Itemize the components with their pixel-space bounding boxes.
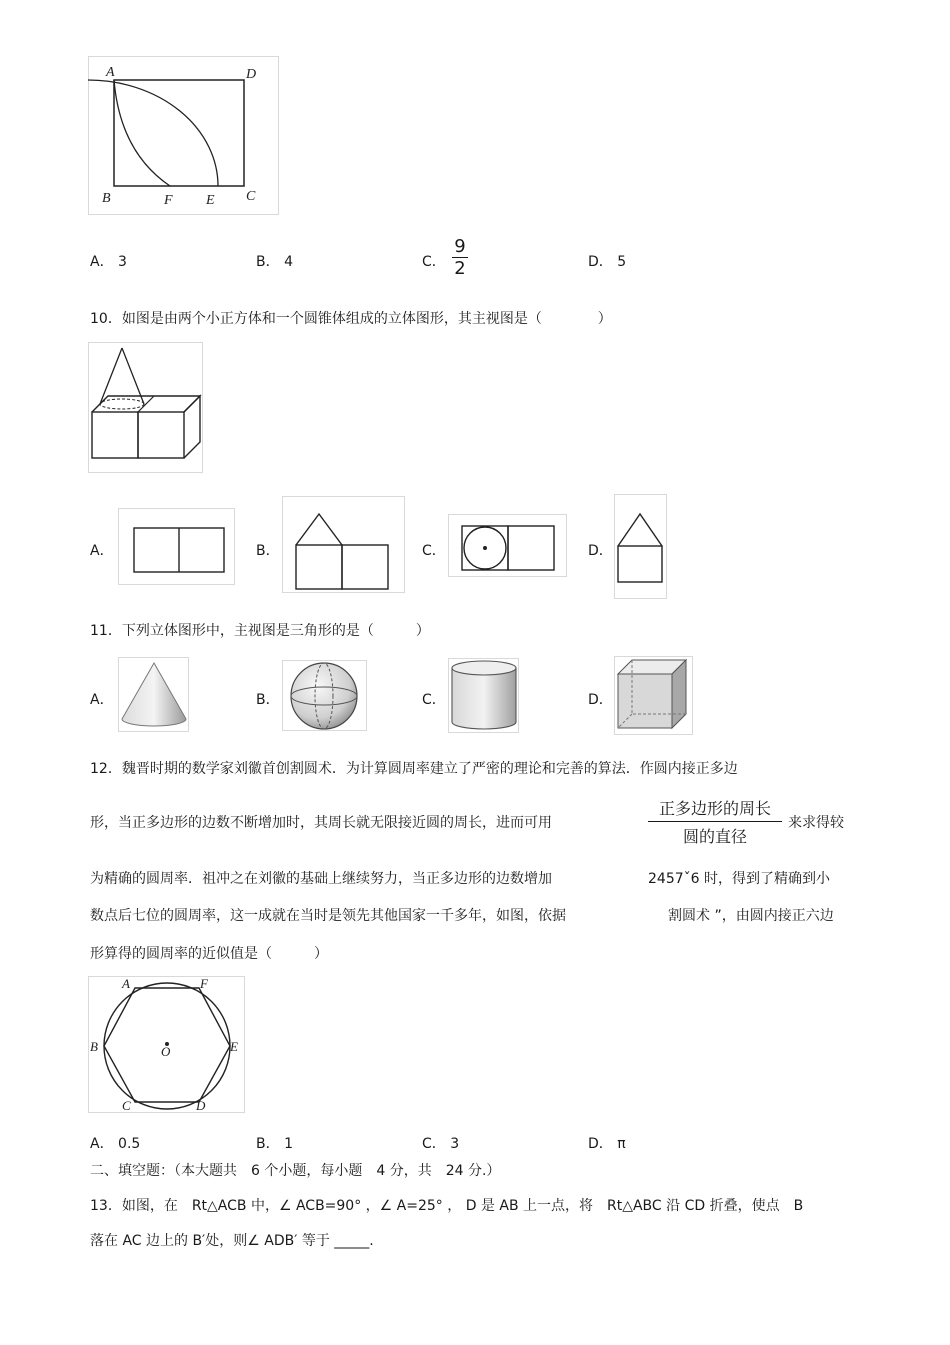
q10-option-d: D． — [588, 543, 613, 559]
q11-option-d: D． — [588, 692, 613, 708]
q12-label-d: D — [196, 1098, 206, 1113]
q10-option-c-figure — [448, 514, 568, 578]
q12-line5: 形算得的圆周率的近似值是（ ） — [90, 946, 328, 962]
q12-line3-left: 为精确的圆周率．祖冲之在刘徽的基础上继续努力，当正多边形的边数增加 — [90, 871, 552, 887]
q9-option-c — [422, 251, 446, 271]
q10-option-a: A． — [90, 543, 114, 559]
q12-label-b: B — [90, 1039, 98, 1054]
q11-option-b-sphere-figure — [282, 660, 368, 732]
q10-option-c: C． — [422, 543, 446, 559]
q12-option-a — [90, 1133, 140, 1153]
q13-line1: 13．如图，在 Rt△ACB 中，∠ ACB=90° ，∠ A=25° ， D 是 AB 上一点，将 Rt△ABC 沿 CD 折叠，使点 B — [90, 1198, 804, 1214]
q12-option-d-letter: D． — [588, 1136, 613, 1152]
q9-option-b — [256, 251, 293, 271]
q12-hexagon-figure — [88, 976, 246, 1114]
q11-option-d-cube-figure — [614, 656, 694, 736]
q9-option-d-text: 5 — [617, 254, 627, 270]
q9-arc-af — [114, 80, 170, 186]
q9-rectangle — [114, 80, 244, 186]
q9-figure — [88, 56, 280, 216]
q11-option-b: B． — [256, 692, 280, 708]
q11-option-c: C． — [422, 692, 446, 708]
q12-label-e: E — [230, 1039, 238, 1054]
q9-option-d-letter: D． — [588, 254, 613, 270]
q10-stem: 10．如图是由两个小正方体和一个圆锥体组成的立体图形，其主视图是（ ） — [90, 311, 612, 327]
q12-label-f: F — [200, 976, 208, 991]
q9-option-b-text: 4 — [284, 254, 293, 270]
q9-option-a — [90, 251, 127, 271]
q12-label-a: A — [122, 976, 130, 991]
q11-option-c-cylinder-figure — [448, 658, 520, 734]
q12-line4-right: 割圆术 ”，由圆内接正六边 — [668, 908, 834, 924]
q9-option-d — [588, 251, 626, 271]
q9-option-b-letter: B． — [256, 254, 280, 270]
q12-label-o: O — [161, 1044, 171, 1059]
q12-line2-right: 来求得较 — [788, 815, 844, 831]
q12-option-b — [256, 1133, 293, 1153]
q10-option-b: B． — [256, 543, 280, 559]
q12-line2-left: 形，当正多边形的边数不断增加时，其周长就无限接近圆的周长，进而可用 — [90, 815, 552, 831]
q11-option-a-cone-figure — [118, 657, 190, 733]
q9-option-c-numerator: 9 — [454, 236, 466, 257]
q9-label-c: C — [246, 189, 256, 204]
q12-option-b-letter: B． — [256, 1136, 280, 1152]
q9-arc-ae — [88, 80, 218, 186]
q12-option-b-text: 1 — [284, 1136, 293, 1152]
q12-line4-left: 数点后七位的圆周率，这一成就在当时是领先其他国家一千多年，如图，依据 — [90, 908, 566, 924]
q12-option-a-letter: A． — [90, 1136, 114, 1152]
q9-label-d: D — [246, 67, 257, 82]
q12-fraction-numerator: 正多边形的周长 — [658, 799, 771, 818]
q12-option-a-text: 0.5 — [118, 1136, 141, 1152]
q9-option-c-letter: C． — [422, 254, 446, 270]
q10-option-a-figure — [118, 508, 236, 586]
q9-label-e: E — [206, 193, 215, 208]
q12-fraction-denominator: 圆的直径 — [682, 827, 747, 846]
q10-option-b-figure — [282, 496, 406, 594]
q13-line2: 落在 AC 边上的 B′处，则∠ ADB′ 等于 _____. — [90, 1233, 374, 1249]
q11-stem: 11．下列立体图形中，主视图是三角形的是（ ） — [90, 623, 430, 639]
q12-fraction — [648, 796, 782, 847]
q10-solid-figure — [88, 342, 204, 474]
q12-line1: 12．魏晋时期的数学家刘徽首创割圆术．为计算圆周率建立了严密的理论和完善的算法．作圆内接正多边 — [90, 761, 738, 777]
q9-label-b: B — [102, 191, 111, 206]
q12-line3-right: 2457ˇ6 时，得到了精确到小 — [648, 871, 830, 887]
q9-option-c-fraction — [452, 236, 468, 279]
q12-label-c: C — [122, 1098, 131, 1113]
q10-option-d-figure — [614, 494, 668, 600]
q12-option-c-text: 3 — [450, 1136, 460, 1152]
q9-label-f: F — [164, 193, 173, 208]
q9-option-a-text: 3 — [118, 254, 127, 270]
q12-option-c — [422, 1133, 459, 1153]
q11-option-a: A． — [90, 692, 114, 708]
q12-option-c-letter: C． — [422, 1136, 446, 1152]
q9-label-a: A — [106, 65, 115, 80]
q9-option-c-denominator: 2 — [454, 258, 466, 279]
section-2-title: 二、填空题：（本大题共 6 个小题，每小题 4 分，共 24 分.） — [90, 1163, 501, 1179]
q9-option-a-letter: A． — [90, 254, 114, 270]
q12-option-d — [588, 1133, 626, 1153]
q12-option-d-text: π — [617, 1136, 626, 1152]
